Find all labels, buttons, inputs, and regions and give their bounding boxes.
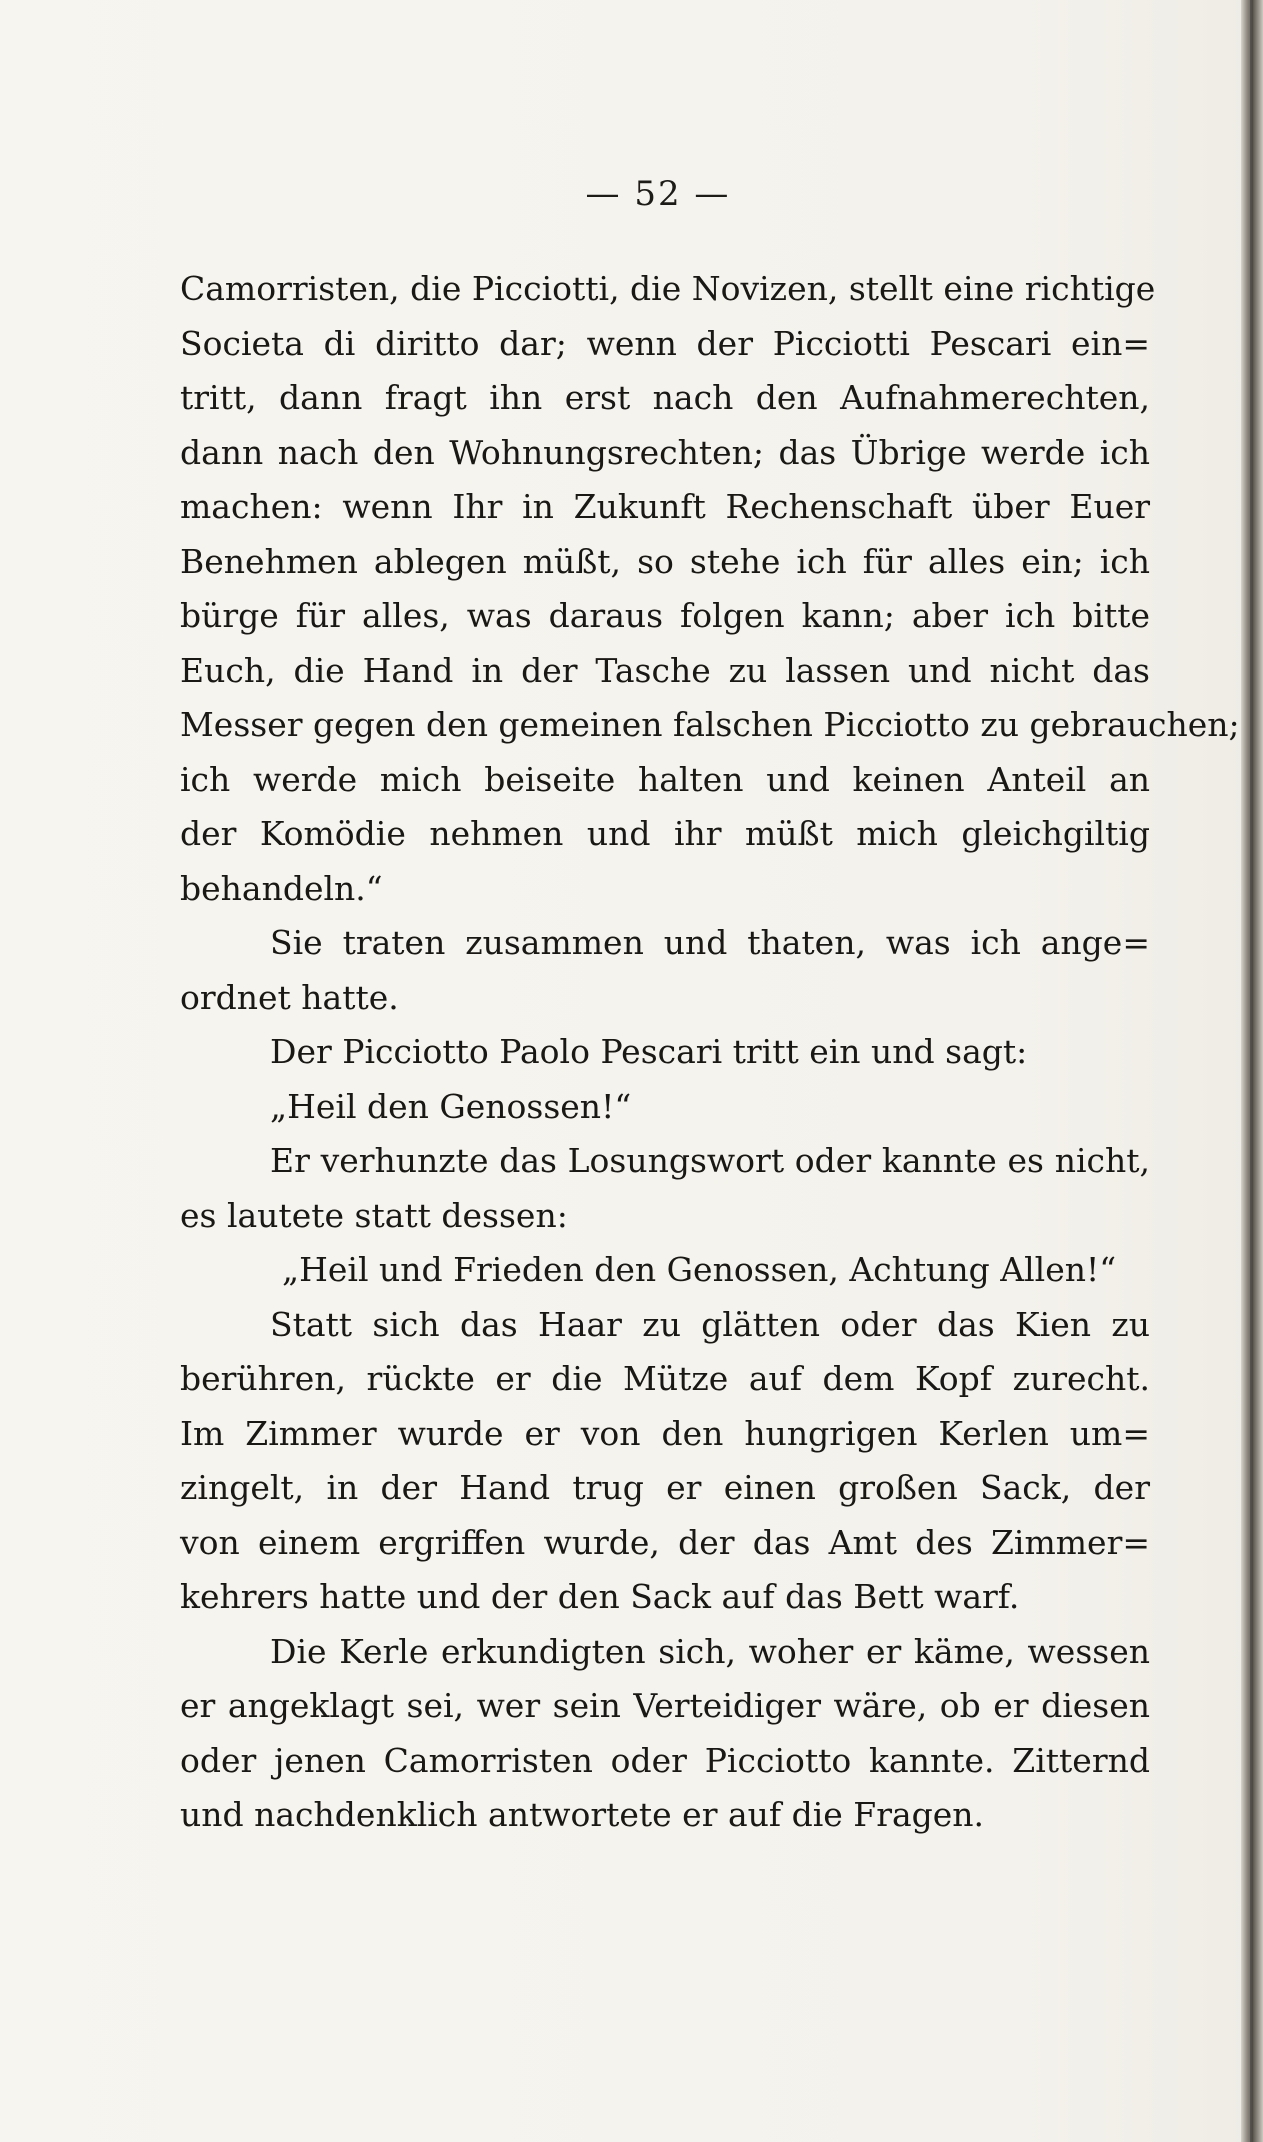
text-line: kehrers hatte und der den Sack auf das Bett warf. [180,1577,1020,1616]
text-line: Er verhunzte das Losungswort oder kannte es nicht, [270,1141,1150,1180]
text-line: er angeklagt sei, wer sein Verteidiger wäre, ob er diesen [180,1686,1150,1725]
text-line: Statt sich das Haar zu glätten oder das Kien zu [270,1304,1150,1344]
page-number: — 52 — [585,174,731,214]
text-line: dann nach den Wohnungsrechten; das Übrige werde ich [180,432,1150,472]
text-line: zingelt, in der Hand trug er einen großen Sack, der [180,1468,1150,1507]
text-line: Sie traten zusammen und thaten, was ich ange= [270,923,1150,962]
page-edge-shadow [1250,0,1253,2142]
text-line: von einem ergriffen wurde, der das Amt des Zimmer= [180,1522,1150,1562]
text-line: der Komödie nehmen und ihr müßt mich gleichgiltig [180,814,1150,853]
text-line: Messer gegen den gemeinen falschen Picciotto zu gebrauchen; [180,705,1240,744]
text-line: machen: wenn Ihr in Zukunft Rechenschaft über Euer [180,487,1150,526]
page-edge [1241,0,1263,2142]
text-line: Camorristen, die Picciotti, die Novizen, stellt eine richtige [180,269,1156,308]
text-line: Im Zimmer wurde er von den hungrigen Kerlen um= [180,1413,1150,1453]
text-line: berühren, rückte er die Mütze auf dem Kopf zurecht. [180,1359,1150,1398]
text-line: Benehmen ablegen müßt, so stehe ich für alles ein; ich [180,541,1150,581]
text-line: Die Kerle erkundigten sich, woher er käme, wessen [270,1631,1150,1671]
text-line: ich werde mich beiseite halten und keinen Anteil an [180,759,1150,799]
text-line: „Heil und Frieden den Genossen, Achtung Allen!“ [282,1250,1117,1289]
text-line: oder jenen Camorristen oder Picciotto kannte. Zitternd [180,1740,1150,1780]
text-line: behandeln.“ [180,868,383,908]
text-line: Societa di diritto dar; wenn der Picciotti Pescari ein= [180,323,1150,363]
text-line: Der Picciotto Paolo Pescari tritt ein und sagt: [270,1032,1028,1071]
text-line: bürge für alles, was daraus folgen kann; aber ich bitte [180,596,1150,635]
text-line: tritt, dann fragt ihn erst nach den Aufnahmerechten, [180,378,1150,417]
text-line: „Heil den Genossen!“ [270,1086,632,1126]
text-line: Euch, die Hand in der Tasche zu lassen und nicht das [180,650,1150,690]
text-line: und nachdenklich antwortete er auf die Fragen. [180,1795,985,1834]
text-line: ordnet hatte. [180,977,399,1017]
text-line: es lautete statt dessen: [180,1195,568,1235]
body-text [180,262,1240,1843]
